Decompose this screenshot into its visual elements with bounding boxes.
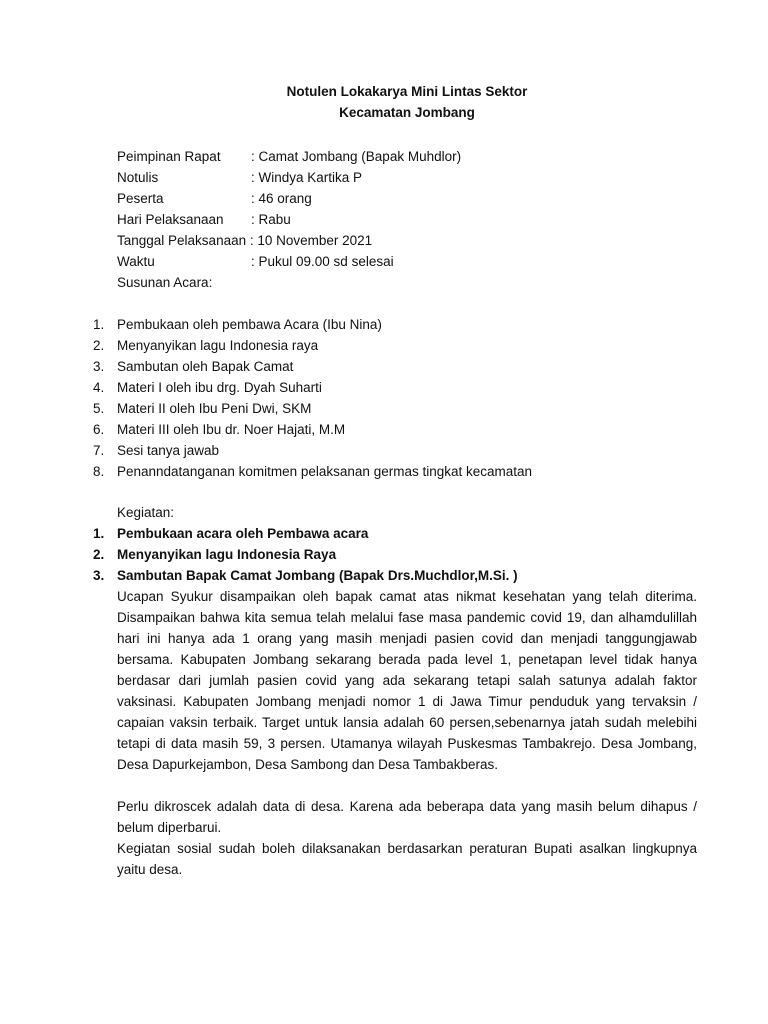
info-label: Peserta bbox=[117, 191, 164, 206]
document-title: Notulen Lokakarya Mini Lintas Sektor bbox=[286, 84, 528, 99]
info-label: Notulis bbox=[117, 170, 159, 185]
list-item bbox=[93, 419, 532, 440]
document-subtitle: Kecamatan Jombang bbox=[339, 105, 475, 120]
list-item bbox=[93, 523, 518, 544]
info-row-time bbox=[117, 251, 461, 272]
list-text: Materi III oleh Ibu dr. Noer Hajati, M.M bbox=[117, 422, 346, 437]
list-number: 2. bbox=[93, 547, 105, 562]
list-text: Sambutan oleh Bapak Camat bbox=[117, 359, 294, 374]
info-value: : 10 November 2021 bbox=[246, 233, 373, 248]
info-row-note-taker bbox=[117, 167, 461, 188]
body-paragraph: Ucapan Syukur disampaikan oleh bapak camat atas nikmat kesehatan yang telah diterima. Disampaikan bahwa kita semua telah melalui fase masa pandemic covid 19, dan alhamdulillah hari ini hanya ada 1 orang yang masih menjadi pasien covid dan menjadi tanggungjawab bersama. Kabupaten Jombang sekarang berada pada level 1, penetapan level tidak hanya berdasar dari jumlah pasien covid yang ada sekarang tetapi salah satunya adalah faktor vaksinasi. Kabupaten Jombang menjadi nomor 1 di Jawa Timur penduduk yang tervaksin / capaian vaksin terbaik. Target untuk lansia adalah 60 persen,sebenarnya jatah sudah melebihi tetapi di data masih 59, 3 persen. Utamanya wilayah Puskesmas Tambakrejo. Desa Jombang, Desa Dapurkejambon, Desa Sambong dan Desa Tambakberas. bbox=[117, 589, 697, 772]
list-text: Menyanyikan lagu Indonesia Raya bbox=[117, 547, 337, 562]
info-value: : Rabu bbox=[251, 212, 291, 227]
list-number: 6. bbox=[93, 422, 105, 437]
info-label: Tanggal Pelaksanaan bbox=[117, 233, 247, 248]
list-item bbox=[93, 461, 532, 482]
list-text: Materi II oleh Ibu Peni Dwi, SKM bbox=[117, 401, 312, 416]
list-item bbox=[93, 565, 518, 586]
meeting-info bbox=[117, 146, 461, 293]
list-text: Materi I oleh ibu drg. Dyah Suharti bbox=[117, 380, 322, 395]
list-item bbox=[93, 356, 532, 377]
info-value: : 46 orang bbox=[251, 191, 312, 206]
list-text: Sesi tanya jawab bbox=[117, 443, 220, 458]
info-label: Peimpinan Rapat bbox=[117, 149, 221, 164]
list-number: 1. bbox=[93, 526, 105, 541]
list-item bbox=[93, 314, 532, 335]
list-text: Menyanyikan lagu Indonesia raya bbox=[117, 338, 319, 353]
list-number: 1. bbox=[93, 317, 105, 332]
info-label: Hari Pelaksanaan bbox=[117, 212, 224, 227]
activities-heading: Kegiatan: bbox=[117, 505, 175, 520]
info-value: : Pukul 09.00 sd selesai bbox=[251, 254, 394, 269]
list-number: 7. bbox=[93, 443, 105, 458]
info-row-date bbox=[117, 230, 461, 251]
list-number: 4. bbox=[93, 380, 105, 395]
info-row-participants bbox=[117, 188, 461, 209]
list-item bbox=[93, 440, 532, 461]
list-item bbox=[93, 398, 532, 419]
list-number: 5. bbox=[93, 401, 105, 416]
list-number: 2. bbox=[93, 338, 105, 353]
body-paragraph: Perlu dikroscek adalah data di desa. Karena ada beberapa data yang masih belum dihapus / belum diperbarui. bbox=[117, 799, 697, 835]
list-item bbox=[93, 335, 532, 356]
info-label: Waktu bbox=[117, 254, 155, 269]
list-number: 8. bbox=[93, 464, 105, 479]
body-paragraph: Kegiatan sosial sudah boleh dilaksanakan berdasarkan peraturan Bupati asalkan lingkupnya yaitu desa. bbox=[117, 841, 697, 877]
agenda-list bbox=[93, 314, 532, 482]
list-item bbox=[93, 544, 518, 565]
list-text: Penanndatanganan komitmen pelaksanan germas tingkat kecamatan bbox=[117, 464, 533, 479]
info-value: : Camat Jombang (Bapak Muhdlor) bbox=[251, 149, 462, 164]
activities-list bbox=[93, 523, 518, 586]
agenda-heading: Susunan Acara: bbox=[117, 275, 213, 290]
list-number: 3. bbox=[93, 359, 105, 374]
list-item bbox=[93, 377, 532, 398]
list-number: 3. bbox=[93, 568, 105, 583]
info-row-leader bbox=[117, 146, 461, 167]
info-row-day bbox=[117, 209, 461, 230]
list-text: Sambutan Bapak Camat Jombang (Bapak Drs.Muchdlor,M.Si. ) bbox=[117, 568, 518, 583]
info-value: : Windya Kartika P bbox=[251, 170, 363, 185]
list-text: Pembukaan oleh pembawa Acara (Ibu Nina) bbox=[117, 317, 382, 332]
list-text: Pembukaan acara oleh Pembawa acara bbox=[117, 526, 369, 541]
